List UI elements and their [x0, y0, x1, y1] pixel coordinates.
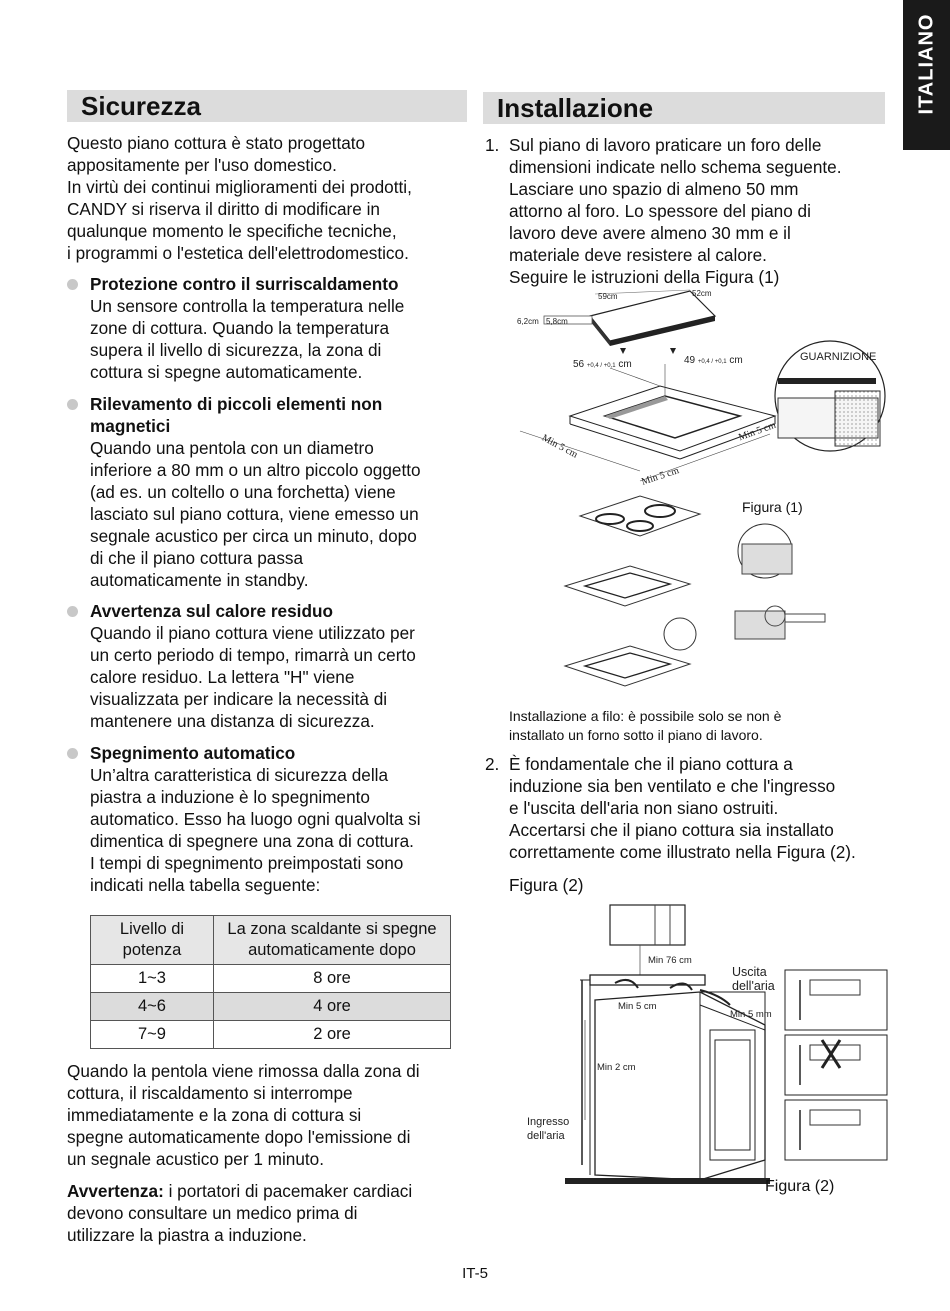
bullet-overheat: Protezione contro il surriscaldamento Un sensore controlla la temperatura nelle zone di cottura. Quando la temperatura supera il livello di sicurezza, la zona di cottura si spegne automaticamente.	[90, 274, 405, 382]
bullet-auto-off: Spegnimento automatico Un’altra caratteristica di sicurezza della piastra a induzione è lo spegnimento automatico. Esso ha luogo ogni qualvolta si dimentica di spegnere una zona di cottura. I tempi di spegnimento preimpostati sono indicati nella tabella seguente:	[90, 743, 421, 895]
clearance-right: Min 5 cm	[737, 419, 778, 444]
install-step-2-number: 2.	[485, 754, 500, 774]
safety-intro: Questo piano cottura è stato progettato appositamente per l'uso domestico. In virtù dei continui miglioramenti dei prodotti, CANDY si riserva il diritto di modificare in qualunque momento le specifiche tecniche, i programmi o l'estetica dell'elettrodomestico.	[67, 133, 412, 263]
min-76cm-label: Min 76 cm	[648, 955, 692, 966]
dim-49: 49 +0,4 / +0,1 cm	[684, 355, 743, 366]
install-step-1: Sul piano di lavoro praticare un foro delle dimensioni indicate nello schema seguente. Lasciare uno spazio di almeno 50 mm attorno al foro. Lo spessore del piano di lavoro deve avere almeno 30 mm e il materiale deve resistere al calore. Seguire le istruzioni della Figura (1)	[509, 135, 842, 287]
bullet-dot	[67, 606, 78, 617]
bullet-residual-heat: Avvertenza sul calore residuo Quando il piano cottura viene utilizzato per un certo periodo di tempo, rimarrà un certo calore residuo. La lettera "H" viene visualizzata per indicare la necessità di mantenere una distanza di sicurezza.	[90, 601, 416, 731]
table-row: 4~6 4 ore	[91, 993, 451, 1021]
ventilation-diagram	[560, 900, 890, 1190]
bullet-dot	[67, 279, 78, 290]
flush-install-note: Installazione a filo: è possibile solo se non è installato un forno sotto il piano di lavoro.	[509, 708, 782, 743]
gasket-label: GUARNIZIONE	[800, 351, 877, 363]
dim-5-8cm: 5,8cm	[546, 317, 568, 326]
bullet-small-objects: Rilevamento di piccoli elementi non magnetici Quando una pentola con un diametro inferiore a 80 mm o un altro piccolo oggetto (ad es. un coltello o una forchetta) viene lasciato sul piano cottura, viene emesso un segnale acustico per circa un minuto, dopo di che il piano cottura passa automaticamente in standby.	[90, 394, 421, 590]
dim-6-2cm: 6,2cm	[517, 317, 539, 326]
min-5mm-label: Min 5 mm	[730, 1009, 772, 1020]
dim-59cm: 59cm	[598, 292, 618, 301]
language-tab-label: ITALIANO	[915, 13, 937, 115]
page-number: IT-5	[462, 1265, 488, 1282]
installation-heading: Installazione	[483, 92, 885, 124]
pacemaker-warning: Avvertenza: i portatori di pacemaker cardiaci devono consultare un medico prima di utilizzare la piastra a induzione.	[67, 1181, 413, 1245]
min-2cm-label: Min 2 cm	[597, 1062, 636, 1073]
table-header-row	[91, 916, 451, 965]
air-outlet-label: Uscita dell'aria	[732, 965, 775, 993]
min-5cm-label: Min 5 cm	[618, 1001, 657, 1012]
figure-1-caption: Figura (1)	[742, 499, 803, 515]
cutout-diagram	[510, 286, 890, 706]
figure-2-title: Figura (2)	[509, 875, 584, 895]
language-tab	[903, 0, 950, 150]
auto-off-table	[90, 915, 451, 1049]
install-step-2: È fondamentale che il piano cottura a induzione sia ben ventilato e che l'ingresso e l'uscita dell'aria non siano ostruiti. Accertarsi che il piano cottura sia installato correttamente come illustrato nella Figura (2).	[509, 754, 856, 862]
dim-52cm: 52cm	[692, 289, 712, 298]
bullet-dot	[67, 399, 78, 410]
table-header-time: La zona scaldante si spegne automaticamente dopo	[214, 916, 451, 965]
dim-56: 56 +0,4 / +0,1 cm	[573, 359, 632, 370]
after-table-text: Quando la pentola viene rimossa dalla zona di cottura, il riscaldamento si interrompe immediatamente e la zona di cottura si spegne automaticamente dopo l'emissione di un segnale acustico per 1 minuto.	[67, 1061, 420, 1169]
table-header-level: Livello di potenza	[91, 916, 214, 965]
clearance-left: Min 5 cm	[539, 432, 580, 461]
figure-2-caption: Figura (2)	[765, 1178, 835, 1195]
bullet-dot	[67, 748, 78, 759]
install-step-1-number: 1.	[485, 135, 500, 155]
clearance-front: Min 5 cm	[640, 465, 681, 488]
safety-heading: Sicurezza	[67, 90, 467, 122]
air-inlet-label: Ingresso dell'aria	[527, 1116, 570, 1142]
table-row: 1~3 8 ore	[91, 965, 451, 993]
table-row: 7~9 2 ore	[91, 1021, 451, 1049]
